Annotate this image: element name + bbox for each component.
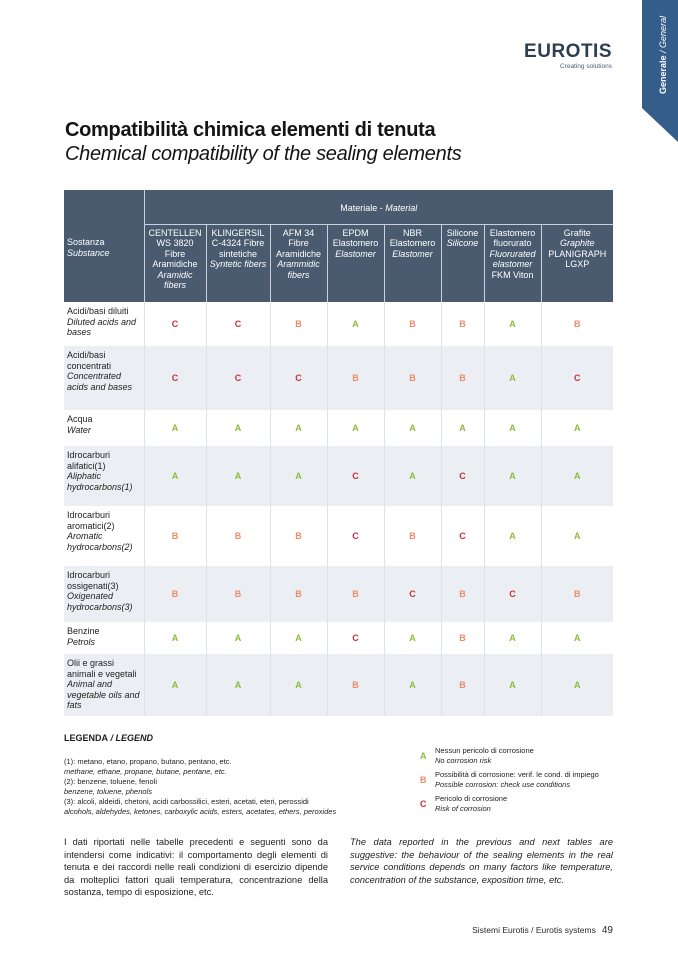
rating-letter: C bbox=[171, 373, 179, 383]
rating-cell bbox=[484, 446, 541, 506]
table-header bbox=[64, 190, 613, 302]
rating-cell bbox=[441, 506, 484, 566]
table-row bbox=[64, 654, 613, 716]
rating-cell bbox=[144, 506, 206, 566]
material-column-header bbox=[484, 224, 541, 302]
rating-cell bbox=[441, 446, 484, 506]
rating-cell bbox=[384, 622, 441, 654]
rating-cell bbox=[270, 654, 327, 716]
footnote-it: (2): benzene, toluene, fenoli bbox=[64, 777, 157, 786]
substance-cell bbox=[64, 446, 144, 506]
rating-cell bbox=[484, 302, 541, 346]
substance-cell bbox=[64, 566, 144, 622]
substance-name-it: Acidi/basi diluiti bbox=[67, 306, 129, 316]
rating-cell bbox=[384, 302, 441, 346]
rating-letter: A bbox=[234, 423, 242, 433]
rating-letter: C bbox=[234, 373, 242, 383]
material-header-en: Material bbox=[385, 203, 418, 213]
rating-cell bbox=[327, 410, 384, 446]
rating-letter: A bbox=[509, 680, 516, 690]
footnotes bbox=[64, 757, 384, 817]
rating-cell bbox=[384, 410, 441, 446]
key-text bbox=[435, 794, 507, 814]
rating-letter: A bbox=[509, 373, 516, 383]
rating-letter: A bbox=[574, 680, 581, 690]
substance-cell bbox=[64, 410, 144, 446]
material-columns-row bbox=[64, 224, 613, 302]
letter-key bbox=[420, 746, 620, 818]
logo-wordmark: EUROTIS bbox=[524, 41, 612, 62]
rating-letter: A bbox=[295, 423, 302, 433]
rating-cell bbox=[541, 302, 613, 346]
substance-name-it: Idrocarburi aromatici(2) bbox=[67, 510, 115, 531]
rating-cell bbox=[206, 446, 270, 506]
key-letter: C bbox=[420, 799, 427, 809]
substance-name-en: Concentrated acids and bases bbox=[67, 371, 133, 392]
footer-text: Sistemi Eurotis / Eurotis systems bbox=[472, 925, 596, 935]
side-tab-sep: / bbox=[658, 47, 669, 56]
material-name-extra: FKM Viton bbox=[491, 269, 534, 280]
rating-letter: A bbox=[295, 471, 302, 481]
rating-cell bbox=[327, 566, 384, 622]
rating-letter: B bbox=[234, 589, 242, 599]
legend-title-it: LEGENDA bbox=[64, 733, 109, 743]
rating-cell bbox=[270, 346, 327, 410]
material-name-en: Elastomer bbox=[392, 248, 433, 259]
rating-cell bbox=[270, 622, 327, 654]
key-text bbox=[435, 746, 534, 766]
rating-cell bbox=[206, 654, 270, 716]
rating-letter: B bbox=[409, 373, 416, 383]
rating-cell bbox=[541, 622, 613, 654]
rating-cell bbox=[327, 446, 384, 506]
rating-cell bbox=[144, 446, 206, 506]
rating-letter: C bbox=[295, 373, 302, 383]
material-column-header bbox=[327, 224, 384, 302]
key-text-en: Possible corrosion: check use conditions bbox=[435, 780, 571, 789]
substance-name-en: Water bbox=[67, 424, 91, 435]
rating-letter: A bbox=[171, 633, 179, 643]
rating-cell bbox=[206, 566, 270, 622]
title-italian: Compatibilità chimica elementi di tenuta bbox=[65, 119, 436, 141]
substance-name-it: Idrocarburi alifatici(1) bbox=[67, 450, 111, 471]
rating-letter: C bbox=[574, 373, 581, 383]
rating-cell bbox=[441, 622, 484, 654]
rating-cell bbox=[206, 346, 270, 410]
material-name-it: Elastomero fluorurato bbox=[489, 227, 536, 248]
rating-cell bbox=[441, 346, 484, 410]
substance-header-en: Substance bbox=[67, 247, 110, 258]
rating-letter: C bbox=[459, 471, 466, 481]
substance-name-en: Oxigenated hydrocarbons(3) bbox=[67, 591, 133, 612]
rating-cell bbox=[270, 410, 327, 446]
table-row bbox=[64, 346, 613, 410]
rating-cell bbox=[541, 410, 613, 446]
key-text bbox=[435, 770, 599, 790]
rating-letter: A bbox=[409, 633, 416, 643]
rating-letter: B bbox=[459, 633, 466, 643]
key-letter: B bbox=[420, 775, 427, 785]
footnote-it: (3): alcoli, aldeidi, chetoni, acidi carbossilici, esteri, acetati, eteri, perossidi bbox=[64, 797, 309, 806]
key-item bbox=[420, 746, 620, 766]
footnote bbox=[64, 757, 384, 777]
rating-cell bbox=[384, 566, 441, 622]
logo-tagline: Creating solutions bbox=[559, 63, 612, 70]
rating-letter: A bbox=[509, 423, 516, 433]
material-name-en: Arammidic fibers bbox=[277, 259, 320, 280]
material-name-it: Grafite bbox=[563, 227, 591, 238]
table-row bbox=[64, 410, 613, 446]
table-row bbox=[64, 622, 613, 654]
table-body bbox=[64, 302, 613, 716]
substance-cell bbox=[64, 346, 144, 410]
material-name-it: NBR Elastomero bbox=[389, 227, 436, 248]
page-title bbox=[65, 118, 625, 166]
rating-cell bbox=[270, 446, 327, 506]
material-name-it: Silicone bbox=[446, 227, 479, 238]
rating-letter: A bbox=[509, 633, 516, 643]
table-row bbox=[64, 506, 613, 566]
material-column-header bbox=[206, 224, 270, 302]
rating-cell bbox=[384, 446, 441, 506]
rating-cell bbox=[484, 654, 541, 716]
rating-letter: A bbox=[574, 633, 581, 643]
rating-letter: C bbox=[509, 589, 516, 599]
rating-cell bbox=[441, 654, 484, 716]
key-letter: A bbox=[420, 751, 427, 761]
material-name-en: Graphite bbox=[560, 238, 595, 248]
rating-cell bbox=[541, 346, 613, 410]
page-number: 49 bbox=[601, 925, 613, 936]
rating-cell bbox=[144, 654, 206, 716]
compatibility-table bbox=[64, 190, 613, 716]
rating-letter: A bbox=[171, 471, 179, 481]
side-tab-label bbox=[648, 10, 678, 100]
rating-cell bbox=[484, 506, 541, 566]
material-name-en: Fluorurated elastomer bbox=[489, 248, 536, 269]
disclaimer-english: The data reported in the previous and next tables are suggestive: the behaviour of the sealing elements in the real service conditions depends on many factors like temperature, concentration of the substance, exposition time, etc. bbox=[350, 837, 613, 885]
page-footer bbox=[400, 925, 613, 936]
footnote-en: benzene, toluene, phenols bbox=[64, 787, 152, 796]
substance-cell bbox=[64, 506, 144, 566]
footnote-en: alcohols, aldehydes, ketones, carboxylic acids, esters, acetates, ethers, peroxides bbox=[64, 807, 337, 816]
table-row bbox=[64, 446, 613, 506]
footnote bbox=[64, 777, 384, 797]
material-column-header bbox=[384, 224, 441, 302]
rating-cell bbox=[327, 506, 384, 566]
rating-cell bbox=[206, 506, 270, 566]
substance-name-it: Olii e grassi animali e vegetali bbox=[67, 658, 137, 679]
title-english: Chemical compatibility of the sealing elements bbox=[65, 143, 462, 165]
rating-letter: A bbox=[295, 633, 302, 643]
material-column-header bbox=[441, 224, 484, 302]
rating-letter: B bbox=[409, 319, 416, 329]
rating-letter: B bbox=[295, 531, 302, 541]
rating-cell bbox=[327, 654, 384, 716]
rating-letter: B bbox=[352, 373, 359, 383]
rating-cell bbox=[484, 566, 541, 622]
legend-title-en: LEGEND bbox=[115, 733, 154, 743]
rating-cell bbox=[484, 622, 541, 654]
rating-letter: A bbox=[409, 471, 416, 481]
rating-cell bbox=[327, 302, 384, 346]
rating-letter: A bbox=[295, 680, 302, 690]
material-column-header bbox=[541, 224, 613, 302]
rating-cell bbox=[541, 446, 613, 506]
rating-cell bbox=[144, 410, 206, 446]
rating-letter: B bbox=[234, 531, 242, 541]
key-text-it: Nessun pericolo di corrosione bbox=[435, 746, 534, 755]
rating-cell bbox=[384, 346, 441, 410]
rating-cell bbox=[484, 346, 541, 410]
material-name-en: Syntetic fibers bbox=[209, 259, 267, 269]
rating-cell bbox=[441, 410, 484, 446]
rating-cell bbox=[144, 302, 206, 346]
rating-letter: A bbox=[171, 423, 179, 433]
rating-letter: A bbox=[574, 423, 581, 433]
substance-cell bbox=[64, 622, 144, 654]
rating-letter: A bbox=[459, 423, 466, 433]
rating-cell bbox=[384, 654, 441, 716]
rating-cell bbox=[327, 622, 384, 654]
key-item bbox=[420, 794, 620, 814]
rating-cell bbox=[541, 654, 613, 716]
rating-letter: C bbox=[234, 319, 242, 329]
rating-letter: A bbox=[574, 531, 581, 541]
footnote-en: methane, ethane, propane, butane, pentane, etc. bbox=[64, 767, 227, 776]
material-name-extra: PLANIGRAPH LGXP bbox=[548, 248, 607, 269]
rating-cell bbox=[541, 506, 613, 566]
rating-letter: C bbox=[459, 531, 466, 541]
material-header-it: Materiale - bbox=[340, 203, 386, 213]
rating-letter: A bbox=[352, 319, 359, 329]
substance-cell bbox=[64, 654, 144, 716]
rating-letter: B bbox=[459, 373, 466, 383]
legend-title-sep: / bbox=[108, 733, 116, 743]
substance-name-it: Idrocarburi ossigenati(3) bbox=[67, 570, 119, 591]
rating-letter: B bbox=[459, 319, 466, 329]
rating-cell bbox=[206, 302, 270, 346]
rating-letter: A bbox=[574, 471, 581, 481]
rating-letter: A bbox=[234, 680, 242, 690]
rating-cell bbox=[327, 346, 384, 410]
rating-letter: B bbox=[459, 680, 466, 690]
material-name-it: AFM 34 Fibre Aramidiche bbox=[275, 227, 322, 259]
rating-letter: B bbox=[409, 531, 416, 541]
material-name-en: Aramidic fibers bbox=[157, 269, 193, 290]
rating-letter: B bbox=[352, 589, 359, 599]
footnote bbox=[64, 797, 384, 817]
rating-letter: A bbox=[171, 680, 179, 690]
substance-header bbox=[64, 190, 144, 302]
key-text-en: No corrosion risk bbox=[435, 756, 492, 765]
material-name-it: CENTELLEN WS 3820 Fibre Aramidiche bbox=[148, 227, 202, 269]
material-name-it: EPDM Elastomero bbox=[332, 227, 379, 248]
rating-letter: A bbox=[409, 423, 416, 433]
rating-letter: B bbox=[171, 589, 179, 599]
rating-cell bbox=[541, 566, 613, 622]
legend-title bbox=[64, 733, 153, 743]
substance-name-en: Animal and vegetable oils and fats bbox=[67, 679, 140, 710]
side-tab-en: General bbox=[658, 15, 669, 48]
rating-cell bbox=[484, 410, 541, 446]
substance-name-it: Acidi/basi concentrati bbox=[67, 350, 112, 371]
substance-name-en: Petrols bbox=[67, 636, 96, 647]
rating-letter: B bbox=[295, 589, 302, 599]
material-column-header bbox=[270, 224, 327, 302]
disclaimer-italian: I dati riportati nelle tabelle precedenti e seguenti sono da intendersi come indicativi: il comportamento degli elementi di tenuta e dei raccordi nelle reali condizioni di esercizio dipende da molteplici fattori quali temperatura, concentrazione della sostanza, tempo di esposizione, etc. bbox=[64, 837, 328, 898]
brand-logo bbox=[524, 42, 612, 71]
rating-cell bbox=[206, 622, 270, 654]
rating-letter: A bbox=[509, 531, 516, 541]
material-name-en: Elastomer bbox=[335, 248, 376, 259]
rating-cell bbox=[270, 566, 327, 622]
rating-letter: A bbox=[409, 680, 416, 690]
rating-letter: C bbox=[352, 531, 359, 541]
rating-letter: C bbox=[352, 633, 359, 643]
key-text-it: Possibilità di corrosione: verif. le cond. di impiego bbox=[435, 770, 599, 779]
rating-cell bbox=[144, 566, 206, 622]
substance-name-en: Diluted acids and bases bbox=[67, 316, 137, 337]
rating-letter: B bbox=[295, 319, 302, 329]
rating-letter: B bbox=[171, 531, 179, 541]
table-row bbox=[64, 302, 613, 346]
material-header bbox=[144, 190, 613, 224]
rating-letter: B bbox=[352, 680, 359, 690]
substance-name-it: Benzine bbox=[67, 626, 100, 636]
substance-name-en: Aromatic hydrocarbons(2) bbox=[67, 531, 133, 552]
rating-cell bbox=[270, 302, 327, 346]
rating-cell bbox=[441, 302, 484, 346]
rating-letter: C bbox=[409, 589, 416, 599]
substance-name-it: Acqua bbox=[67, 414, 93, 424]
side-tab-it: Generale bbox=[658, 55, 669, 95]
rating-letter: A bbox=[234, 633, 242, 643]
rating-cell bbox=[270, 506, 327, 566]
footnote-it: (1): metano, etano, propano, butano, pentano, etc. bbox=[64, 757, 232, 766]
rating-letter: B bbox=[459, 589, 466, 599]
substance-cell bbox=[64, 302, 144, 346]
rating-letter: B bbox=[574, 319, 581, 329]
key-text-en: Risk of corrosion bbox=[435, 804, 491, 813]
key-item bbox=[420, 770, 620, 790]
rating-letter: A bbox=[509, 471, 516, 481]
rating-cell bbox=[206, 410, 270, 446]
rating-cell bbox=[441, 566, 484, 622]
rating-cell bbox=[384, 506, 441, 566]
table-row bbox=[64, 566, 613, 622]
rating-letter: A bbox=[352, 423, 359, 433]
rating-letter: C bbox=[171, 319, 179, 329]
rating-letter: A bbox=[234, 471, 242, 481]
rating-letter: C bbox=[352, 471, 359, 481]
rating-cell bbox=[144, 622, 206, 654]
substance-header-it: Sostanza bbox=[67, 237, 105, 247]
rating-letter: B bbox=[574, 589, 581, 599]
key-text-it: Pericolo di corrosione bbox=[435, 794, 508, 803]
material-name-en: Silicone bbox=[446, 238, 479, 248]
material-column-header bbox=[144, 224, 206, 302]
rating-cell bbox=[144, 346, 206, 410]
substance-name-en: Aliphatic hydrocarbons(1) bbox=[67, 471, 133, 492]
rating-letter: A bbox=[509, 319, 516, 329]
material-name-it: KLINGERSIL C-4324 Fibre sintetiche bbox=[211, 227, 265, 259]
